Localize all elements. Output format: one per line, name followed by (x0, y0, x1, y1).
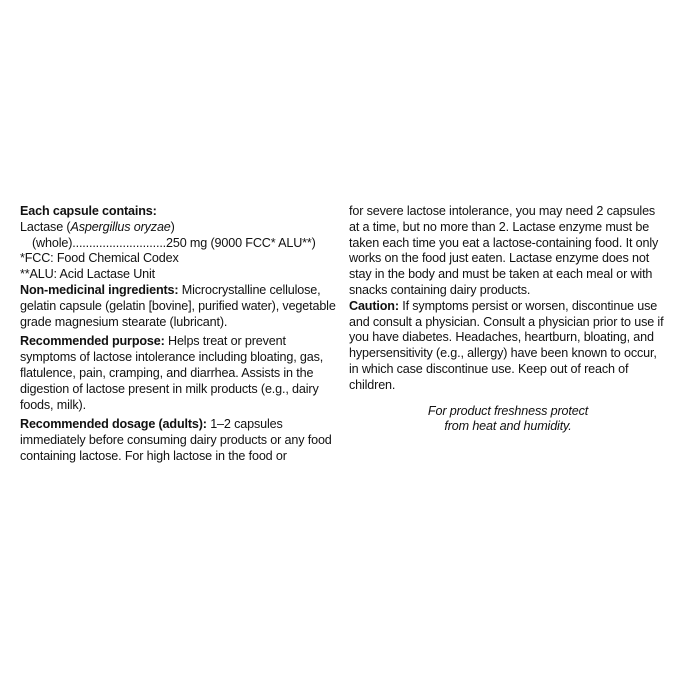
recommended-purpose: Recommended purpose: Helps treat or prevent symptoms of lactose intolerance including bloating, gas, flatulence, pain, cramping, and diarrhea. Assists in the digestion of lactose present in milk products (e.g., dairy foods, milk). (20, 334, 324, 412)
lactase-line: Lactase (Aspergillus oryzae) (20, 219, 175, 234)
caution-section: Caution: If symptoms persist or worsen, discontinue use and consult a physician. Consult a physician prior to use if you have diabetes. Headaches, heartburn, bloating, and hypersensitivity (e.g., allergy) have been known to occur, in which case discontinue use. Keep out of reach of children. (349, 298, 664, 392)
right-column (349, 204, 667, 435)
nonmedicinal-ingredients: Non-medicinal ingredients: Microcrystalline cellulose, gelatin capsule (gelatin [bovine], purified water), vegetable grade magnesium stearate (lubricant). (20, 282, 336, 329)
left-column (20, 204, 338, 465)
lactase-species: Aspergillus oryzae (70, 219, 171, 234)
alu-footnote: **ALU: Acid Lactase Unit (20, 267, 156, 282)
recommended-dosage: Recommended dosage (adults): 1–2 capsules immediately before consuming dairy products or any food containing lactose. For high lactose in the food or (20, 417, 332, 463)
dosage-continued: for severe lactose intolerance, you may need 2 capsules at a time, but no more than 2. Lactase enzyme must be taken each time you eat a lactose-containing food. It only works on the food just eaten. Lactase enzyme does not stay in the body and must be taken at each meal or with snacks containing dairy products. (349, 204, 659, 297)
lactase-amount: (whole)............................250 mg (9000 FCC* ALU**) (32, 235, 316, 250)
freshness-note: For product freshness protect from heat and humidity. (427, 403, 589, 434)
fcc-footnote: *FCC: Food Chemical Codex (20, 251, 179, 266)
capsule-contents-heading: Each capsule contains: (20, 204, 157, 218)
